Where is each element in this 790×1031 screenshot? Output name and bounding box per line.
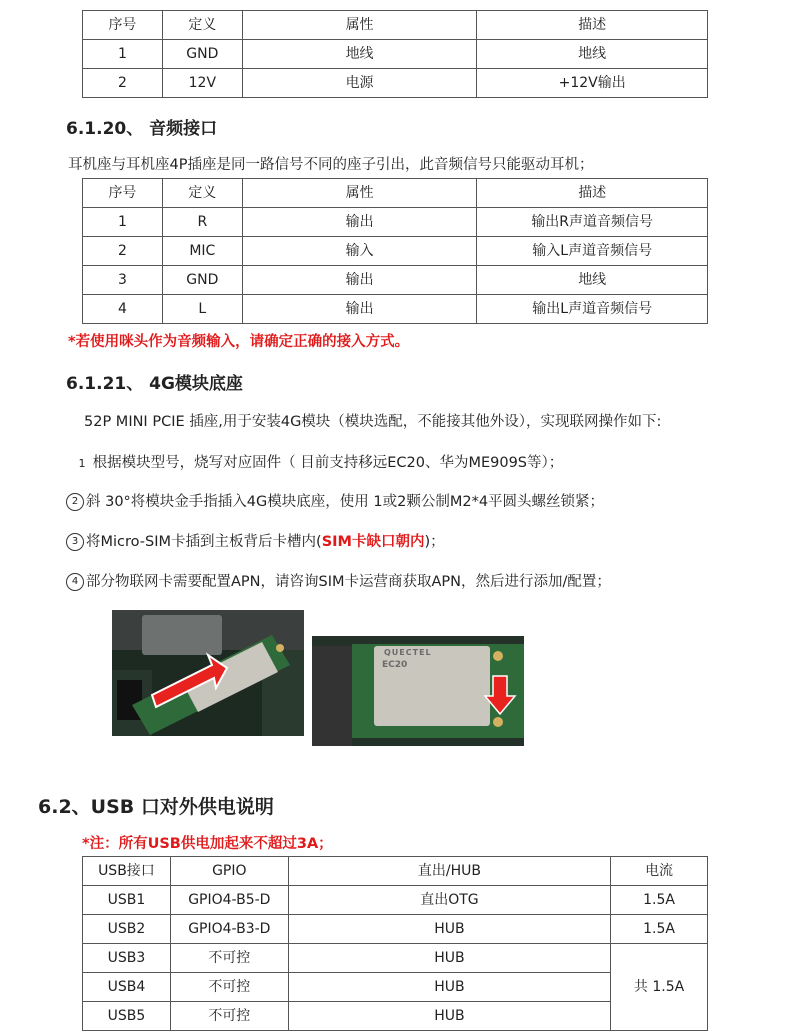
module-insert-photo (112, 610, 304, 736)
header-cell: 电流 (611, 857, 708, 886)
step-text: )； (424, 534, 445, 550)
table-header-row (83, 857, 708, 886)
usb-note: *注：所有USB供电加起来不超过3A； (82, 836, 333, 852)
table-cell: 3 (83, 266, 163, 295)
table-cell: 12V (162, 69, 242, 98)
table-cell: R (162, 208, 242, 237)
header-cell: 定义 (162, 179, 242, 208)
step-text: 部分物联网卡需要配置APN，请咨询SIM卡运营商获取APN，然后进行添加/配置； (86, 574, 611, 590)
step-number: 4 (66, 573, 84, 591)
step-text: 根据模块型号，烧写对应固件（ 目前支持移远EC20、华为ME909S等）； (92, 455, 564, 471)
header-cell: GPIO (170, 857, 288, 886)
step-4 (66, 570, 611, 593)
audio-heading: 6.1.20、 音频接口 (66, 119, 218, 139)
module-model-label: EC20 (382, 660, 408, 670)
table-cell: 1.5A (611, 915, 708, 944)
table-cell: 输入L声道音频信号 (477, 237, 708, 266)
table-header-row (83, 11, 708, 40)
table-cell: 输出 (242, 208, 477, 237)
step-2 (66, 490, 604, 513)
table-row (83, 266, 708, 295)
table-cell: 2 (83, 69, 163, 98)
header-cell: 描述 (477, 179, 708, 208)
table-row (83, 295, 708, 324)
audio-intro: 耳机座与耳机座4P插座是同一路信号不同的座子引出，此音频信号只能驱动耳机； (68, 157, 594, 173)
header-cell: 描述 (477, 11, 708, 40)
table-cell: USB4 (83, 973, 171, 1002)
table-cell: 不可控 (170, 1002, 288, 1031)
table-cell: HUB (288, 1002, 610, 1031)
table-row (83, 915, 708, 944)
table-cell: 不可控 (170, 973, 288, 1002)
table-cell: USB3 (83, 944, 171, 973)
table-row (83, 237, 708, 266)
table-cell: 1 (83, 208, 163, 237)
header-cell: 序号 (83, 179, 163, 208)
table-cell: 电源 (242, 69, 477, 98)
table-header-row (83, 179, 708, 208)
table-row (83, 40, 708, 69)
module-installed-photo (312, 636, 524, 746)
power-pin-table (82, 10, 708, 98)
usb-heading: 6.2、USB 口对外供电说明 (38, 796, 274, 818)
table-cell: HUB (288, 944, 610, 973)
table-cell: 输入 (242, 237, 477, 266)
audio-pin-table (82, 178, 708, 324)
table-row (83, 886, 708, 915)
table-cell: 输出L声道音频信号 (477, 295, 708, 324)
step-text-emphasis: SIM卡缺口朝内 (321, 534, 425, 550)
table-row (83, 69, 708, 98)
table-cell: 4 (83, 295, 163, 324)
table-cell: HUB (288, 915, 610, 944)
table-cell: 地线 (477, 266, 708, 295)
table-cell: 输出 (242, 295, 477, 324)
table-row (83, 208, 708, 237)
table-cell: L (162, 295, 242, 324)
step-text: 将Micro-SIM卡插到主板背后卡槽内( (86, 534, 322, 550)
step-3 (66, 530, 445, 553)
table-cell: 地线 (477, 40, 708, 69)
header-cell: 属性 (242, 179, 477, 208)
header-cell: 属性 (242, 11, 477, 40)
table-cell: 2 (83, 237, 163, 266)
table-cell: USB5 (83, 1002, 171, 1031)
table-cell: GPIO4-B5-D (170, 886, 288, 915)
table-cell: GND (162, 266, 242, 295)
module-brand-label: QUECTEL (384, 648, 432, 657)
table-cell: MIC (162, 237, 242, 266)
header-cell: 定义 (162, 11, 242, 40)
table-cell: 不可控 (170, 944, 288, 973)
table-cell: HUB (288, 973, 610, 1002)
table-cell: USB1 (83, 886, 171, 915)
table-cell: 输出R声道音频信号 (477, 208, 708, 237)
table-cell: GND (162, 40, 242, 69)
step-number: 2 (66, 493, 84, 511)
header-cell: 直出/HUB (288, 857, 610, 886)
step-1 (76, 451, 563, 472)
header-cell: USB接口 (83, 857, 171, 886)
table-cell: 1.5A (611, 886, 708, 915)
audio-warning-note: *若使用咪头作为音频输入，请确定正确的接入方式。 (68, 334, 410, 350)
module4g-intro: 52P MINI PCIE 插座,用于安装4G模块（模块选配，不能接其他外设），实现联网操作如下: (84, 414, 662, 430)
step-number: 3 (66, 533, 84, 551)
usb-power-table (82, 856, 708, 1031)
table-cell: 1 (83, 40, 163, 69)
header-cell: 序号 (83, 11, 163, 40)
table-cell: +12V输出 (477, 69, 708, 98)
table-cell: USB2 (83, 915, 171, 944)
shared-current-cell: 共 1.5A (611, 944, 708, 1031)
step-text: 斜 30°将模块金手指插入4G模块底座，使用 1或2颗公制M2*4平圆头螺丝锁紧； (86, 494, 605, 510)
table-row (83, 944, 708, 973)
module4g-heading: 6.1.21、 4G模块底座 (66, 374, 243, 394)
table-cell: GPIO4-B3-D (170, 915, 288, 944)
table-cell: 直出OTG (288, 886, 610, 915)
table-cell: 输出 (242, 266, 477, 295)
step-number: 1 (78, 457, 86, 470)
table-cell: 地线 (242, 40, 477, 69)
